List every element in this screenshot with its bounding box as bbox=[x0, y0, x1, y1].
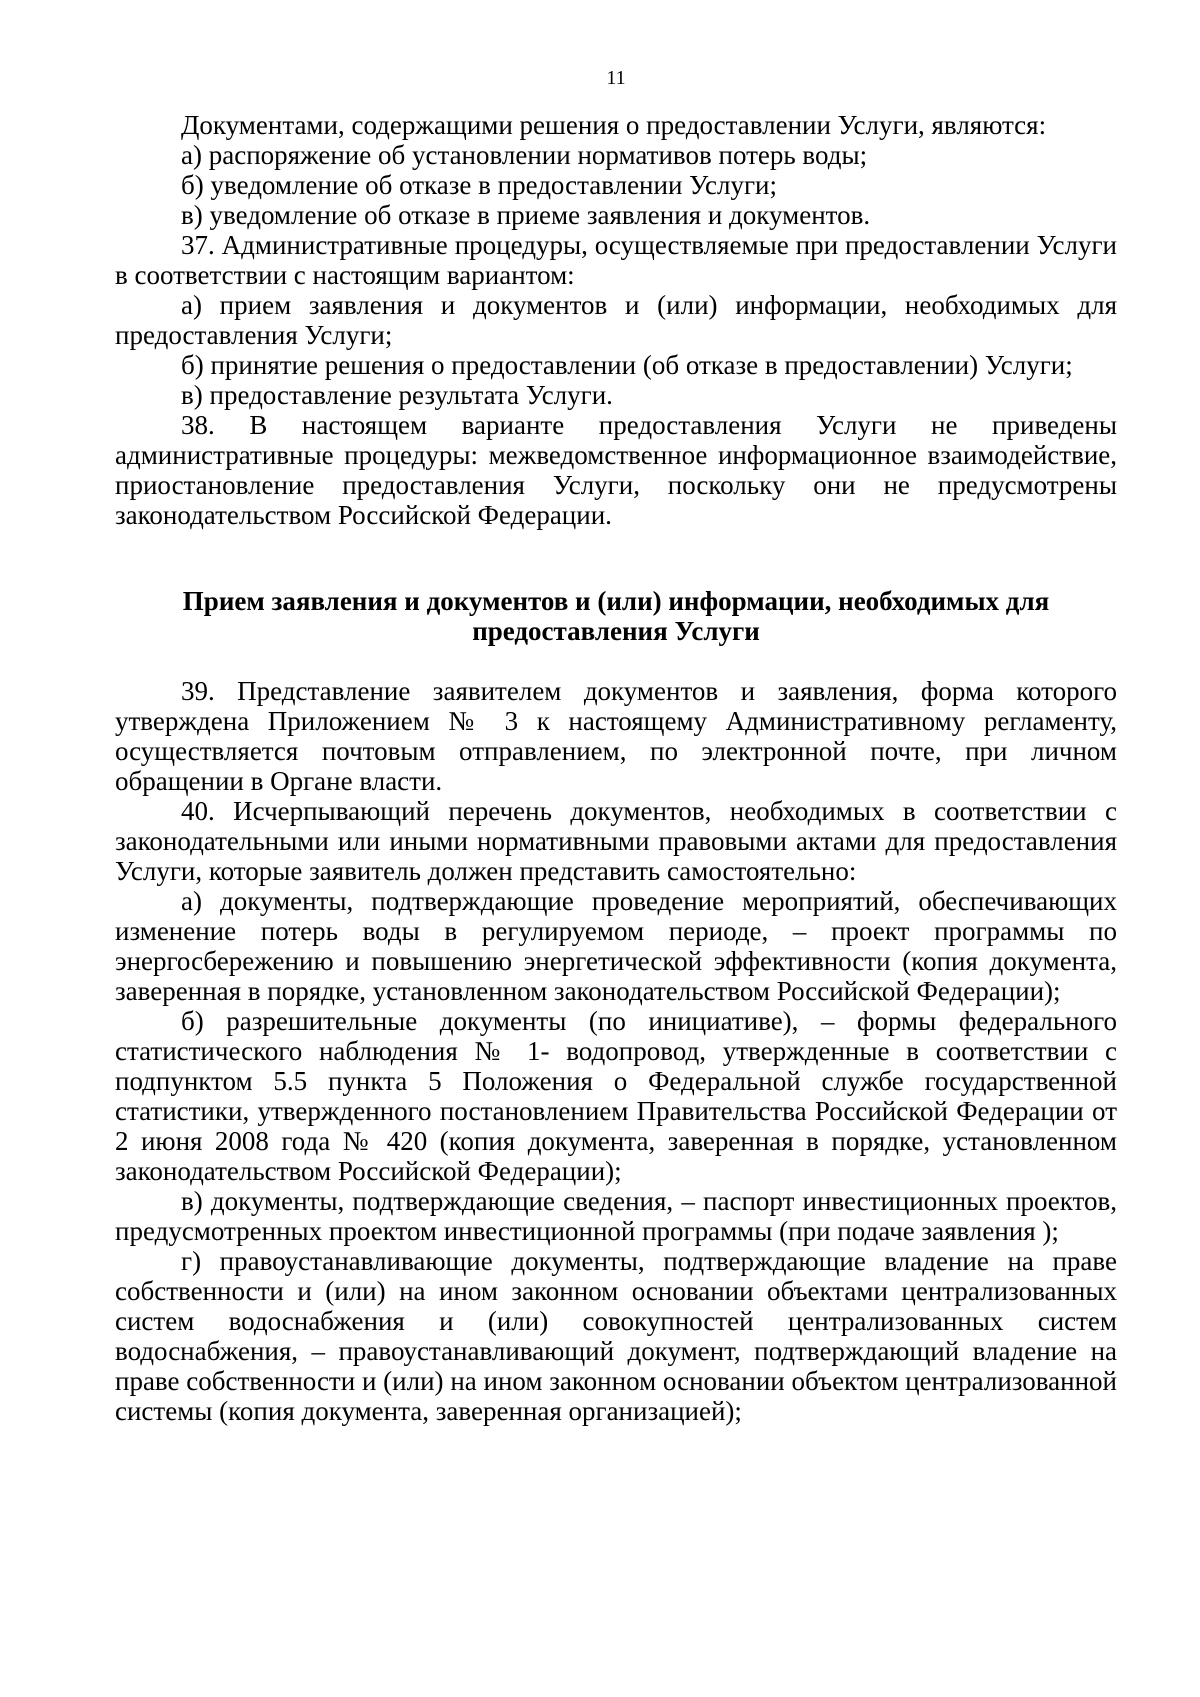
paragraph-38: 38. В настоящем варианте предоставления Услуги не приведены административные процедуры: межведомственное информационное взаимодействие, приостановление предоставления Услуги, поскольку они не предусмотрены законодательством Российской Федерации. bbox=[115, 410, 1117, 530]
list-item-d-ownership-documents: г) правоустанавливающие документы, подтверждающие владение на праве собственности и (или) на ином законном основании объектами централизованных систем водоснабжения и (или) совокупностей централизованных систем водоснабжения, – правоустанавливающий документ, подтверждающий владение на праве собственности и (или) на ином законном основании объектом централизованной системы (копия документа, заверенная организацией); bbox=[115, 1246, 1117, 1426]
document-page bbox=[115, 66, 1117, 1426]
paragraph-result-documents-intro: Документами, содержащими решения о предоставлении Услуги, являются: bbox=[181, 110, 1047, 140]
list-item-c-result-delivery: в) предоставление результата Услуги. bbox=[181, 380, 613, 410]
list-item-a-energy-program: а) документы, подтверждающие проведение мероприятий, обеспечивающих изменение потерь воды в регулируемом периоде, – проект программы по энергосбережению и повышению энергетической эффективности (копия документа, заверенная в порядке, установленном законодательством Российской Федерации); bbox=[115, 886, 1117, 1006]
page-number: 11 bbox=[606, 67, 626, 89]
section-heading bbox=[115, 586, 1117, 646]
paragraph-40: 40. Исчерпывающий перечень документов, необходимых в соответствии с законодательными или иными нормативными правовыми актами для предоставления Услуги, которые заявитель должен представить самостоятельно: bbox=[115, 796, 1117, 886]
section-results-and-procedures bbox=[115, 110, 1117, 530]
paragraph-37: 37. Административные процедуры, осуществляемые при предоставлении Услуги в соответствии с настоящим вариантом: bbox=[115, 230, 1117, 290]
list-item-c-application-refusal-notice: в) уведомление об отказе в приеме заявления и документов. bbox=[181, 200, 871, 230]
section-heading-line-2: предоставления Услуги bbox=[472, 616, 760, 646]
list-item-b-statistical-forms: б) разрешительные документы (по инициативе), – формы федерального статистического наблюдения № 1- водопровод, утвержденные в соответствии с подпунктом 5.5 пункта 5 Положения о Федеральной службе государственной статистики, утвержденного постановлением Правительства Российской Федерации от 2 июня 2008 года № 420 (копия документа, заверенная в порядке, установленном законодательством Российской Федерации); bbox=[115, 1006, 1117, 1186]
list-item-c-investment-projects: в) документы, подтверждающие сведения, – паспорт инвестиционных проектов, предусмотренных проектом инвестиционной программы (при подаче заявления ); bbox=[115, 1186, 1117, 1246]
section-heading-line-1: Прием заявления и документов и (или) информации, необходимых для bbox=[182, 586, 1050, 616]
list-item-a-application-acceptance: а) прием заявления и документов и (или) информации, необходимых для предоставления Услуги; bbox=[115, 290, 1117, 350]
list-item-b-decision-making: б) принятие решения о предоставлении (об отказе в предоставлении) Услуги; bbox=[181, 350, 1073, 380]
list-item-a-loss-norms-order: а) распоряжение об установлении нормативов потерь воды; bbox=[181, 140, 868, 170]
list-item-b-refusal-notice: б) уведомление об отказе в предоставлении Услуги; bbox=[181, 170, 778, 200]
paragraph-39: 39. Представление заявителем документов и заявления, форма которого утверждена Приложением № 3 к настоящему Административному регламенту, осуществляется почтовым отправлением, по электронной почте, при личном обращении в Органе власти. bbox=[115, 676, 1117, 796]
section-application-acceptance bbox=[115, 676, 1117, 1426]
